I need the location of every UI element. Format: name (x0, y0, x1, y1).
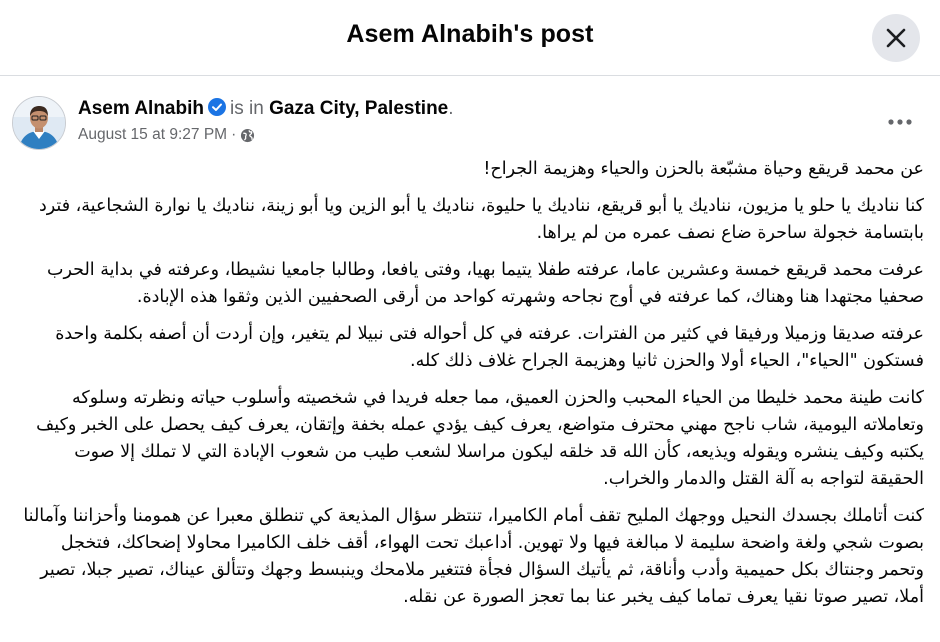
avatar-photo (13, 97, 65, 149)
verified-badge-icon (208, 98, 226, 116)
post-paragraph: عرفت محمد قريقع خمسة وعشرين عاما، عرفته طفلا يتيما بهيا، وفتى يافعا، وطالبا جامعيا نشيطا، وعرفته في بداية الحرب صحفيا مجتهدا هنا وهناك، كما عرفته في أوج نجاحه وشهرته كواحد من أرقى الصحفيين الذين وثقوا هذه الإبادة. (47, 260, 924, 307)
post-paragraph: عن محمد قريقع وحياة مشبّعة بالحزن والحياء وهزيمة الجراح! (483, 159, 924, 179)
post-timestamp[interactable]: August 15 at 9:27 PM (78, 126, 228, 143)
meta-separator: · (231, 126, 237, 143)
more-options-button[interactable] (876, 104, 924, 140)
post-paragraph: كنا نناديك يا حلو يا مزيون، نناديك يا أبو قريقع، نناديك يا حليوة، نناديك يا أبو الزين ويا أبو زينة، نناديك يا نوارة الشجاعية، فترد بابتسامة خجولة ساحرة ضاع نصف عمره من لم يراها. (38, 196, 924, 243)
post-paragraph: كانت طينة محمد خليطا من الحياء المحبب والحزن العميق، مما جعله فريدا في شخصيته وأسلوب حياته ونظرته وسلوكه وتعاملاته اليومية، شاب ناجح مهني محترف متواضع، يعرف كيف يؤدي عمله بخفة وإتقان، يعرف كيف يحصل على الخبر وكيف يكتبه وكيف ينشره ويقوله ويذيعه، كأن الله قد خلقه ليكون مراسلا لشعب طيب من شعوب الإبادة التي لا تملك إلا صوت الحقيقة لتواجه به آلة القتل والدمار والخراب. (36, 388, 924, 489)
globe-icon[interactable] (240, 128, 255, 143)
close-icon (885, 27, 907, 49)
author-line (78, 98, 454, 120)
close-button[interactable] (872, 14, 920, 62)
post-paragraph: عرفته صديقا وزميلا ورفيقا في كثير من الفترات. عرفته في كل أحواله فتى نبيلا لم يتغير، وإن أردت أن أصفه بكلمة واحدة فستكون "الحياء"، الحياء أولا والحزن ثانيا وهزيمة الجراح غلاف ذلك كله. (55, 324, 924, 371)
period-text: . (448, 98, 454, 119)
post-body (16, 156, 924, 621)
modal-title: Asem Alnabih's post (346, 20, 594, 48)
post-meta (78, 126, 255, 144)
post-paragraph: كنت أتاملك بجسدك النحيل ووجهك المليح تقف أمام الكاميرا، تنتظر سؤال المذيعة كي تنطلق معبرا عن همومنا وأحزاننا وآمالنا بصوت شجي ولغة واضحة سليمة لا مبالغة فيها ولا تهوين. أداعبك تحت الهواء، أقف خلف الكاميرا محاولا إضحاكك، فتخجل وتحمر وجنتاك بكل حميمية وأدب وأناقة، ثم يأتيك السؤال فجأة فتتغير ملامحك وينبسط وجهك وتتألق عيناك، تصير جبلا، تصير أملا، تصير صوتا نقيا يعرف تماما كيف يخبر عنا بما تعجز الصورة عن نقله. (23, 506, 924, 607)
post-header (0, 76, 940, 156)
more-options-icon (887, 118, 913, 126)
avatar[interactable] (12, 96, 66, 150)
location-link[interactable]: Gaza City, Palestine (269, 98, 449, 119)
author-name[interactable]: Asem Alnabih (78, 98, 204, 119)
modal-header (0, 0, 940, 76)
is-in-text: is in (230, 98, 264, 119)
